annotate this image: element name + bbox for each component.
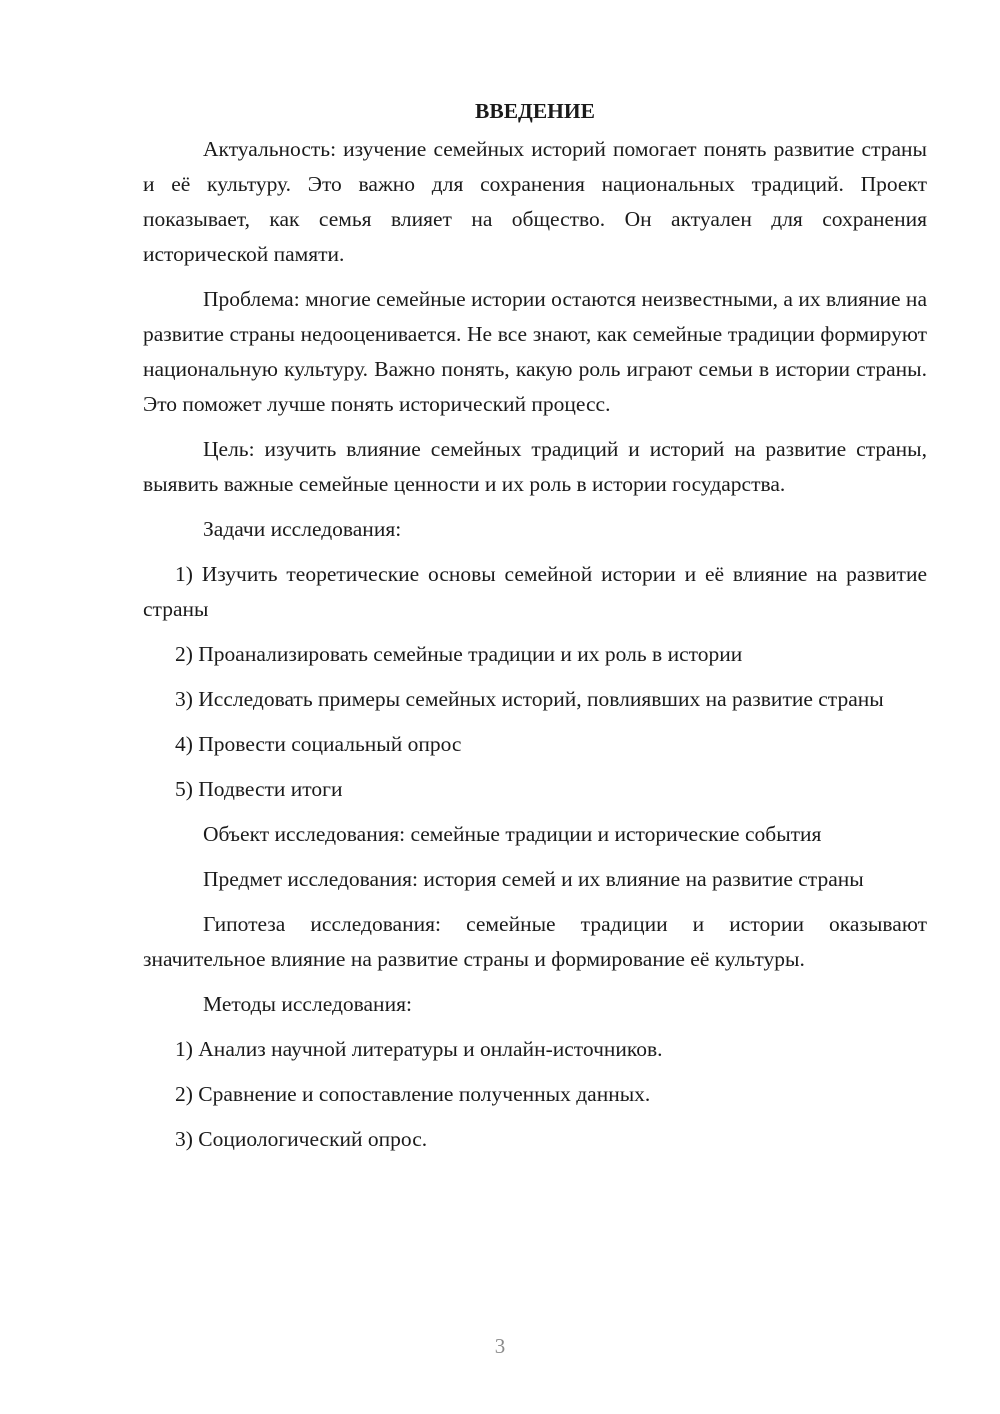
method-item-2: 2) Сравнение и сопоставление полученных данных.	[175, 1082, 651, 1106]
object-paragraph: Объект исследования: семейные традиции и исторические события	[203, 822, 822, 846]
document-page	[143, 96, 927, 1167]
method-item-1: 1) Анализ научной литературы и онлайн-источников.	[175, 1037, 663, 1061]
subject-paragraph: Предмет исследования: история семей и их влияние на развитие страны	[203, 867, 864, 891]
task-item-2: 2) Проанализировать семейные традиции и их роль в истории	[175, 642, 743, 666]
relevance-paragraph: Актуальность: изучение семейных историй помогает понять развитие страны и её культуру. Это важно для сохранения национальных традиций. Проект показывает, как семья влияет на общество. Он актуален для сохранения исторической памяти.	[143, 137, 927, 266]
methods-heading: Методы исследования:	[203, 992, 412, 1016]
method-item-3: 3) Социологический опрос.	[175, 1127, 428, 1151]
tasks-heading: Задачи исследования:	[203, 517, 402, 541]
task-item-1: 1) Изучить теоретические основы семейной истории и её влияние на развитие страны	[143, 562, 927, 621]
page-number: 3	[494, 1334, 506, 1358]
problem-paragraph: Проблема: многие семейные истории остаются неизвестными, а их влияние на развитие страны недооценивается. Не все знают, как семейные традиции формируют национальную культуру. Важно понять, какую роль играют семьи в истории страны. Это поможет лучше понять исторический процесс.	[143, 287, 927, 416]
hypothesis-paragraph: Гипотеза исследования: семейные традиции и истории оказывают значительное влияние на развитие страны и формирование её культуры.	[143, 912, 927, 971]
goal-paragraph: Цель: изучить влияние семейных традиций и историй на развитие страны, выявить важные семейные ценности и их роль в истории государства.	[143, 437, 927, 496]
section-title: ВВЕДЕНИЕ	[475, 99, 595, 123]
task-item-5: 5) Подвести итоги	[175, 777, 343, 801]
task-item-4: 4) Провести социальный опрос	[175, 732, 462, 756]
task-item-3: 3) Исследовать примеры семейных историй, повлиявших на развитие страны	[175, 687, 884, 711]
